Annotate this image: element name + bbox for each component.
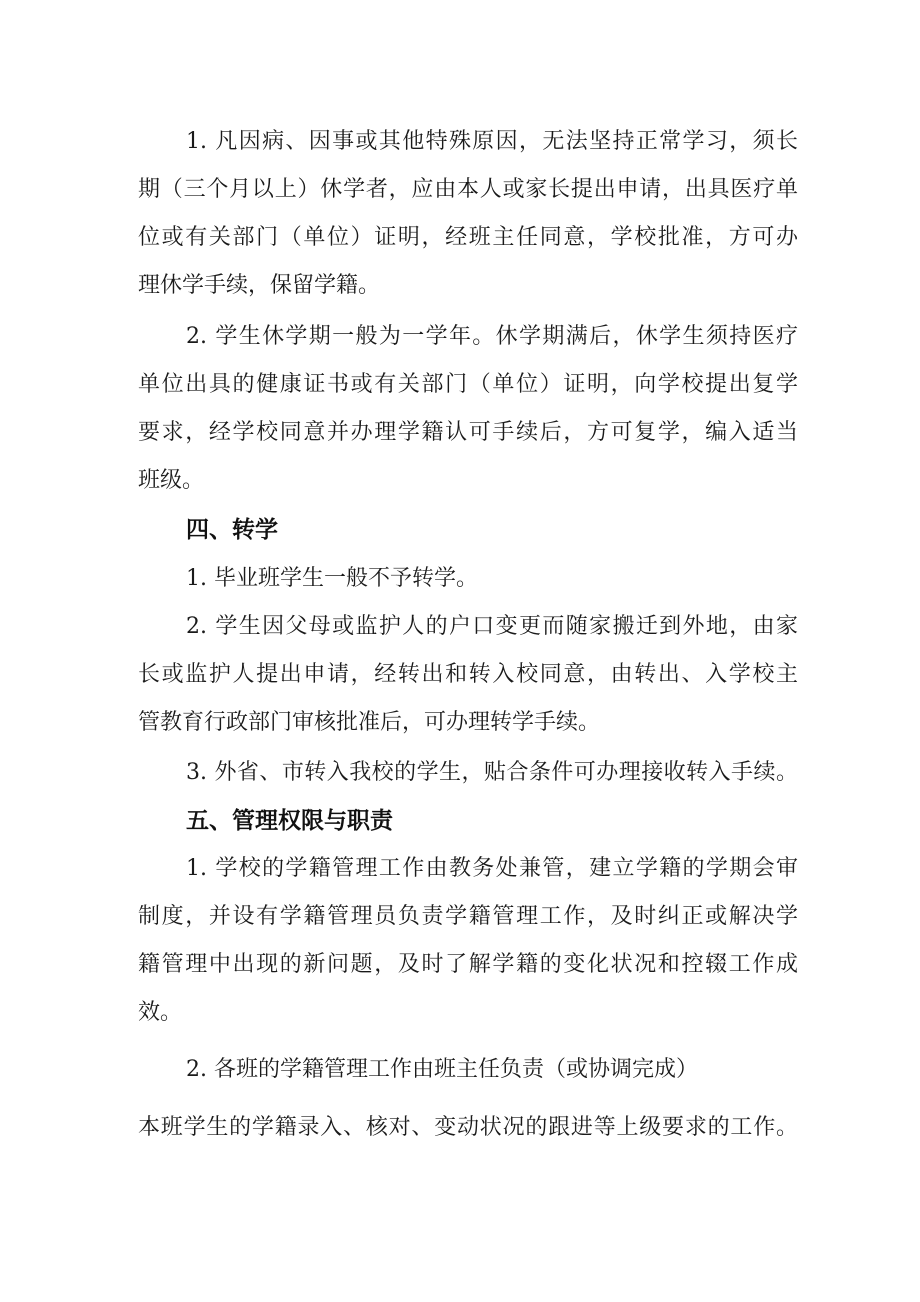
paragraph-line: 2. 学生休学期一般为一学年。休学期满后，休学生须持医疗 [186, 324, 798, 349]
paragraph-line: 位或有关部门（单位）证明，经班主任同意，学校批准，方可办 [138, 225, 798, 250]
paragraph-line: 要求，经学校同意并办理学籍认可手续后，方可复学，编入适当 [138, 420, 798, 445]
section-heading-management: 五、管理权限与职责 [186, 808, 393, 834]
paragraph-line: 1. 学校的学籍管理工作由教务处兼管，建立学籍的学期会审 [186, 856, 798, 881]
paragraph-line: 长或监护人提出申请，经转出和转入校同意，由转出、入学校主 [138, 662, 798, 687]
paragraph-line: 制度，并设有学籍管理员负责学籍管理工作，及时纠正或解决学 [138, 904, 798, 929]
section-heading-transfer: 四、转学 [186, 517, 278, 543]
paragraph-line: 班级。 [138, 468, 205, 493]
paragraph-line: 籍管理中出现的新问题，及时了解学籍的变化状况和控辍工作成 [138, 952, 798, 977]
paragraph-line: 单位出具的健康证书或有关部门（单位）证明，向学校提出复学 [138, 372, 798, 397]
paragraph-line: 管教育行政部门审核批准后，可办理转学手续。 [138, 710, 601, 735]
paragraph-line: 效。 [138, 1000, 183, 1025]
paragraph-line: 1. 毕业班学生一般不予转学。 [186, 566, 478, 591]
paragraph-line: 3. 外省、市转入我校的学生，贴合条件可办理接收转入手续。 [186, 760, 798, 785]
paragraph-line: 1. 凡因病、因事或其他特殊原因，无法坚持正常学习，须长 [186, 129, 798, 154]
paragraph-line: 2. 学生因父母或监护人的户口变更而随家搬迁到外地，由家 [186, 614, 798, 639]
paragraph-line: 理休学手续，保留学籍。 [138, 273, 381, 298]
paragraph-line: 本班学生的学籍录入、核对、变动状况的跟进等上级要求的工作。 [138, 1115, 798, 1140]
paragraph-line: 2. 各班的学籍管理工作由班主任负责（或协调完成） [186, 1057, 698, 1082]
paragraph-line: 期（三个月以上）休学者，应由本人或家长提出申请，出具医疗单 [138, 177, 798, 202]
